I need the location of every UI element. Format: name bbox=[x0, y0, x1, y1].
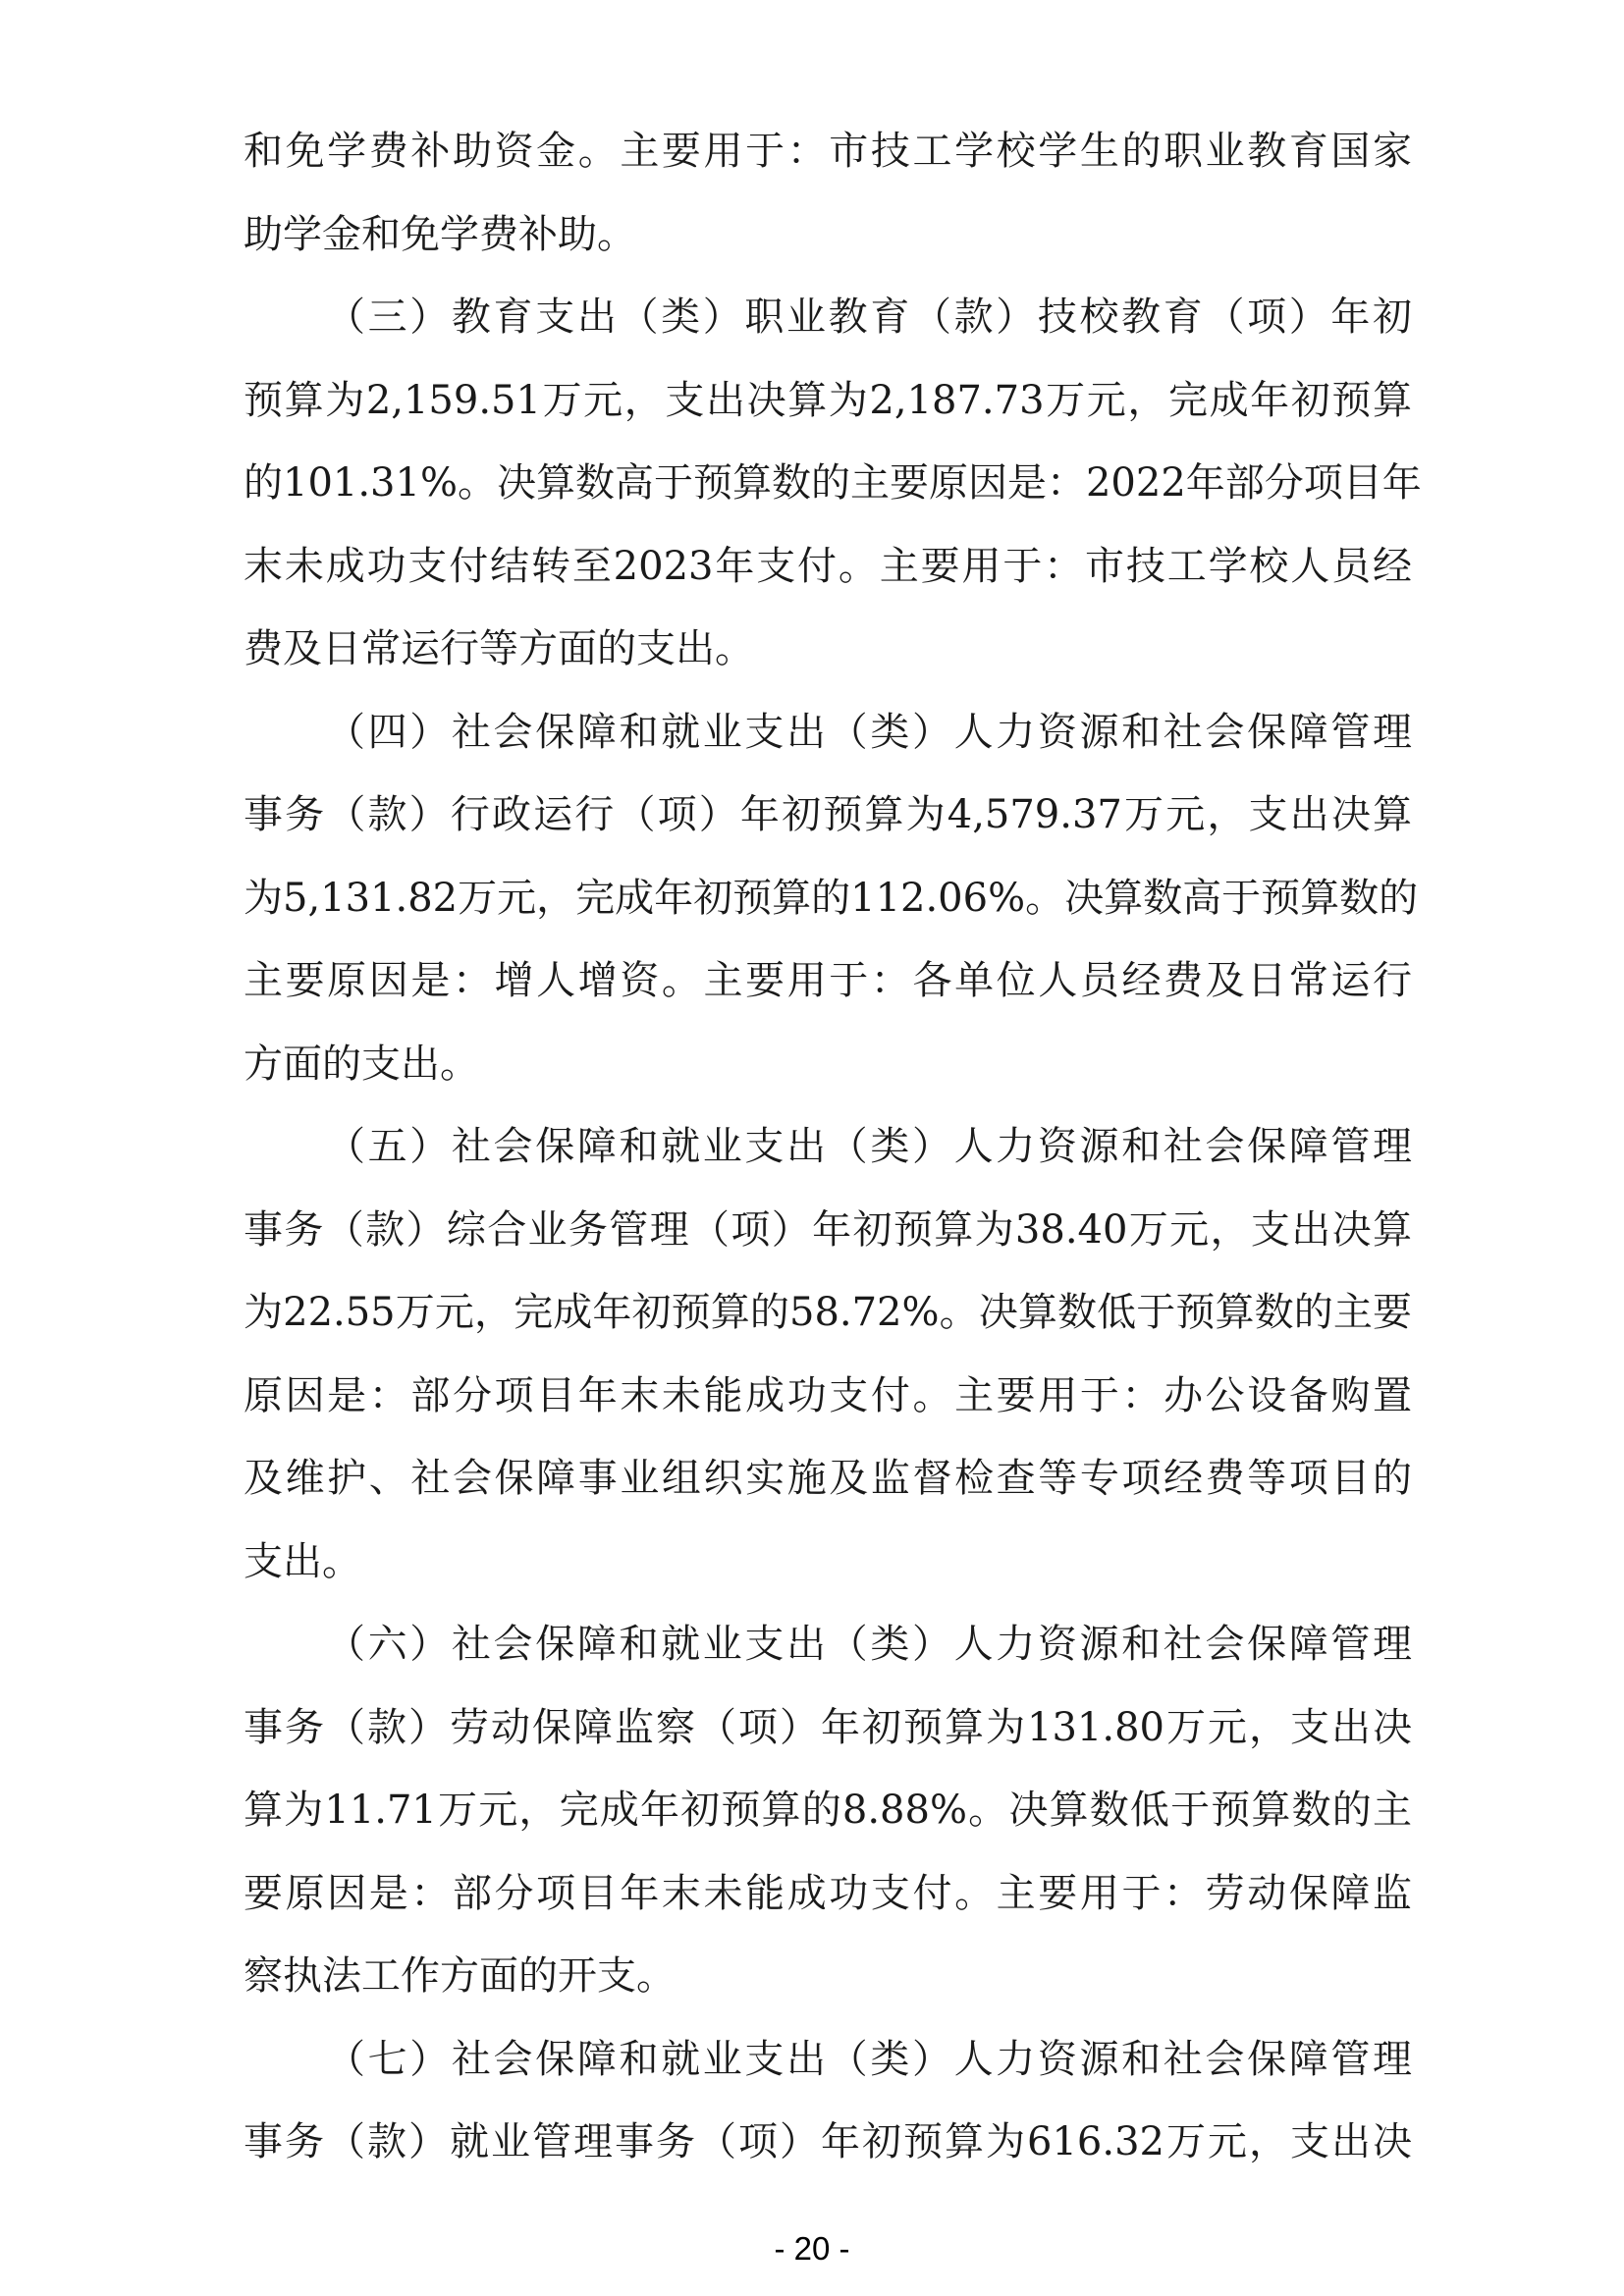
text-line: 事务（款）劳动保障监察（项）年初预算为131.80万元，支出决 bbox=[244, 1704, 1412, 1750]
text-line: 末未成功支付结转至2023年支付。主要用于：市技工学校人员经 bbox=[244, 543, 1412, 589]
text-line: 和免学费补助资金。主要用于：市技工学校学生的职业教育国家 bbox=[244, 129, 1412, 174]
text-line: 事务（款）就业管理事务（项）年初预算为616.32万元，支出决 bbox=[244, 2119, 1412, 2164]
text-line: 费及日常运行等方面的支出。 bbox=[244, 626, 754, 671]
text-line: 事务（款）综合业务管理（项）年初预算为38.40万元，支出决算 bbox=[244, 1206, 1412, 1253]
document-body bbox=[244, 110, 1422, 2184]
text-line: （六）社会保障和就业支出（类）人力资源和社会保障管理 bbox=[326, 1622, 1412, 1667]
page-number: - 20 - bbox=[774, 2230, 850, 2267]
text-line: 及维护、社会保障事业组织实施及监督检查等专项经费等项目的 bbox=[244, 1456, 1412, 1501]
text-line: （四）社会保障和就业支出（类）人力资源和社会保障管理 bbox=[326, 709, 1412, 755]
paragraph-continued bbox=[244, 110, 1412, 276]
text-line: 原因是：部分项目年末未能成功支付。主要用于：办公设备购置 bbox=[244, 1372, 1412, 1418]
paragraph-item-4 bbox=[244, 691, 1419, 1106]
text-line: 算为11.71万元，完成年初预算的8.88%。决算数低于预算数的主 bbox=[244, 1788, 1412, 1833]
paragraph-item-6 bbox=[244, 1603, 1412, 2018]
text-line: 支出。 bbox=[244, 1538, 361, 1584]
text-line: 预算为2,159.51万元，支出决算为2,187.73万元，完成年初预算 bbox=[244, 377, 1412, 423]
paragraph-item-5 bbox=[244, 1105, 1412, 1603]
text-line: 要原因是：部分项目年末未能成功支付。主要用于：劳动保障监 bbox=[244, 1870, 1412, 1916]
text-line: 为22.55万元，完成年初预算的58.72%。决算数低于预算数的主要 bbox=[244, 1290, 1412, 1335]
text-line: 为5,131.82万元，完成年初预算的112.06%。决算数高于预算数的 bbox=[244, 875, 1419, 921]
text-line: 事务（款）行政运行（项）年初预算为4,579.37万元，支出决算 bbox=[244, 792, 1412, 837]
text-line: 方面的支出。 bbox=[244, 1041, 479, 1087]
paragraph-item-7 bbox=[244, 2018, 1412, 2184]
text-line: （三）教育支出（类）职业教育（款）技校教育（项）年初 bbox=[326, 294, 1412, 340]
text-line: 的101.31%。决算数高于预算数的主要原因是：2022年部分项目年 bbox=[244, 460, 1422, 506]
text-line: 助学金和免学费补助。 bbox=[244, 211, 636, 257]
text-line: （五）社会保障和就业支出（类）人力资源和社会保障管理 bbox=[326, 1124, 1412, 1169]
text-line: 察执法工作方面的开支。 bbox=[244, 1953, 676, 1999]
text-line: 主要原因是：增人增资。主要用于：各单位人员经费及日常运行 bbox=[244, 958, 1412, 1003]
text-line: （七）社会保障和就业支出（类）人力资源和社会保障管理 bbox=[326, 2036, 1412, 2082]
paragraph-item-3 bbox=[244, 276, 1422, 691]
